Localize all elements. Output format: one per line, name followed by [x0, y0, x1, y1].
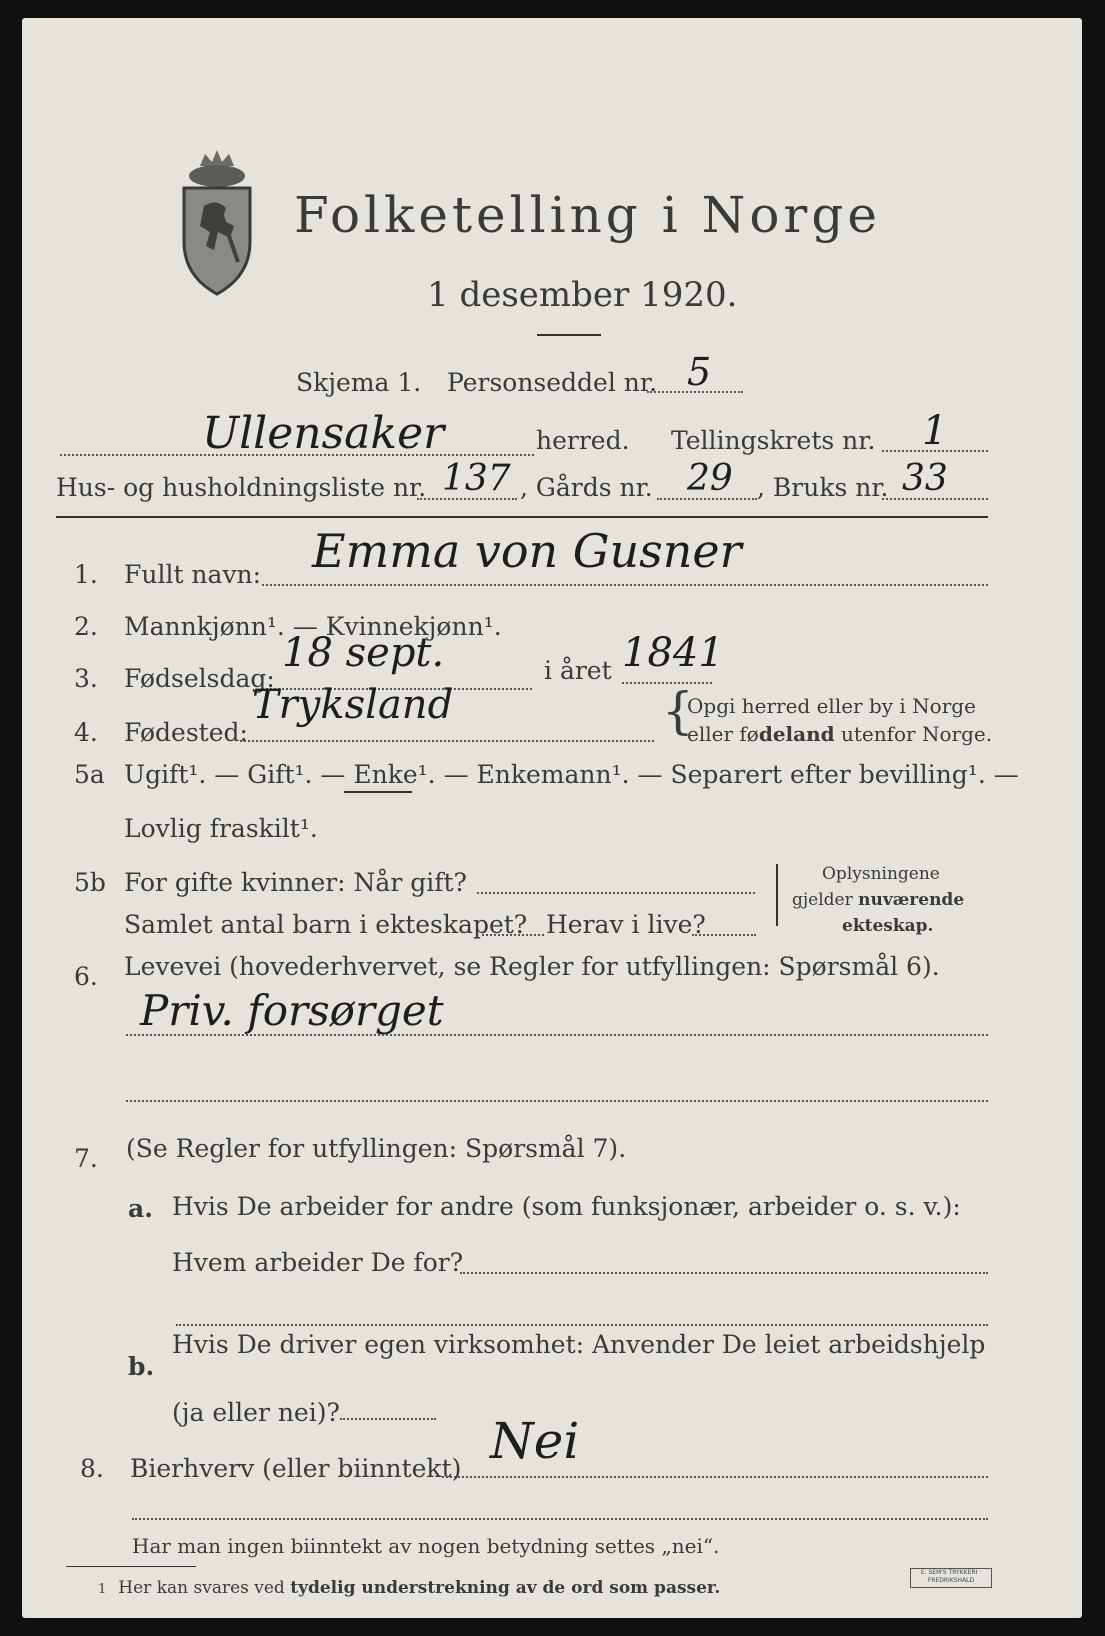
printer-stamp: E. SEM'S TRYKKERI · FREDRIKSHALD	[910, 1568, 992, 1588]
q5b-note-2	[792, 890, 964, 910]
q4-label: Fødested:	[124, 718, 248, 747]
q5b-note-1: Oplysningene	[822, 864, 940, 884]
q8-line	[442, 1476, 988, 1478]
q3-label: Fødselsdag:	[124, 664, 275, 693]
footnote-text-b: tydelig understrekning av de ord som passer.	[290, 1578, 721, 1598]
q4-number: 4.	[74, 718, 98, 747]
q4-note-1: Opgi herred eller by i Norge	[687, 694, 976, 718]
q7a-number: a.	[128, 1194, 153, 1223]
q5a-number: 5a	[74, 760, 105, 789]
q2-label: Mannkjønn¹. — Kvinnekjønn¹.	[124, 612, 502, 641]
q8-line-extra	[132, 1518, 988, 1520]
q7a-line-1: Hvis De arbeider for andre (som funksjonær, arbeider o. s. v.):	[172, 1192, 961, 1221]
q1-number: 1.	[74, 560, 98, 589]
footer-divider	[66, 1566, 196, 1567]
q5a-line-2: Lovlig fraskilt¹.	[124, 814, 318, 843]
q5b-line-2b: Herav i live?	[546, 910, 706, 939]
q7b-line-field	[340, 1418, 436, 1420]
q4-brace: {	[662, 682, 694, 740]
q7b-number: b.	[128, 1352, 155, 1381]
q6-line-1	[126, 1034, 988, 1036]
q7a-line-2: Hvem arbeider De for?	[172, 1248, 464, 1277]
herred-value: Ullensaker	[202, 408, 445, 459]
personseddel-label: Personseddel nr.	[447, 368, 658, 397]
q3-day-value: 18 sept.	[282, 630, 445, 676]
skjema-label: Skjema 1.	[296, 368, 422, 397]
q5b-live-line	[692, 934, 756, 936]
census-date: 1 desember 1920.	[427, 275, 738, 315]
q5b-line-1: For gifte kvinner: Når gift?	[124, 868, 467, 897]
q1-line	[262, 584, 988, 586]
gards-value: 29	[687, 458, 733, 499]
q6-label: Levevei (hovederhvervet, se Regler for utfyllingen: Spørsmål 6).	[124, 952, 940, 981]
q1-value: Emma von Gusner	[312, 524, 742, 578]
footnote-text-a: Her kan svares ved	[118, 1578, 291, 1598]
q5a-line-1: Ugift¹. — Gift¹. — Enke¹. — Enkemann¹. — Separert efter bevilling¹. —	[124, 760, 1019, 789]
q6-number: 6.	[74, 962, 98, 991]
q8-value: Nei	[490, 1412, 580, 1470]
bruks-label: , Bruks nr.	[757, 473, 889, 502]
q8-label: Bierhverv (eller biinntekt)	[130, 1454, 462, 1483]
hus-label: Hus- og husholdningsliste nr.	[56, 473, 427, 502]
q5b-line-2a: Samlet antal barn i ekteskapet?	[124, 910, 528, 939]
q7b-line-1: Hvis De driver egen virksomhet: Anvender De leiet arbeidshjelp	[172, 1330, 986, 1359]
title-divider	[537, 334, 601, 336]
footnote-number: 1	[98, 1582, 107, 1597]
q6-value: Priv. forsørget	[140, 986, 444, 1035]
q7b-line-2: (ja eller nei)?	[172, 1398, 340, 1427]
q4-note-2a: eller fø	[687, 722, 759, 746]
bruks-value: 33	[902, 458, 948, 499]
q5b-gift-line	[477, 892, 755, 894]
q5b-note-2b: nuværende	[858, 890, 965, 910]
q5b-note-3: ekteskap.	[842, 916, 934, 936]
q3-year-value: 1841	[622, 630, 724, 676]
q1-label: Fullt navn:	[124, 560, 262, 589]
q4-note-2c: utenfor Norge.	[834, 722, 993, 746]
gards-label: , Gårds nr.	[520, 473, 653, 502]
q3-year-label: i året	[544, 656, 612, 685]
q2-number: 2.	[74, 612, 98, 641]
personseddel-value: 5	[687, 350, 712, 394]
q4-value: Tryksland	[252, 682, 454, 728]
q6-line-2	[126, 1100, 988, 1102]
q5b-note-2a: gjelder	[792, 890, 859, 910]
coat-of-arms-icon	[172, 146, 262, 298]
census-form	[22, 18, 1082, 1618]
q5b-barn-line	[482, 934, 544, 936]
q8-number: 8.	[80, 1454, 104, 1483]
q7-number: 7.	[74, 1144, 98, 1173]
q7-label: (Se Regler for utfyllingen: Spørsmål 7).	[126, 1134, 627, 1163]
q4-note-2	[687, 722, 992, 746]
q4-line	[240, 740, 654, 742]
herred-label: herred.	[536, 426, 630, 455]
q7a-line-extra	[176, 1324, 988, 1326]
q3-number: 3.	[74, 664, 98, 693]
q7a-line-field	[460, 1272, 988, 1274]
footnote	[98, 1578, 720, 1598]
footer-note: Har man ingen biinntekt av nogen betydning settes „nei“.	[132, 1534, 720, 1558]
hus-value: 137	[442, 458, 511, 499]
q4-note-2b: deland	[758, 722, 835, 746]
form-title: Folketelling i Norge	[294, 186, 881, 244]
header-divider	[56, 516, 988, 518]
tellingskrets-label: Tellingskrets nr.	[671, 426, 876, 455]
q5b-number: 5b	[74, 868, 106, 897]
enke-underline	[344, 791, 412, 793]
tellingskrets-value: 1	[922, 408, 948, 454]
q5b-bracket	[776, 864, 778, 926]
